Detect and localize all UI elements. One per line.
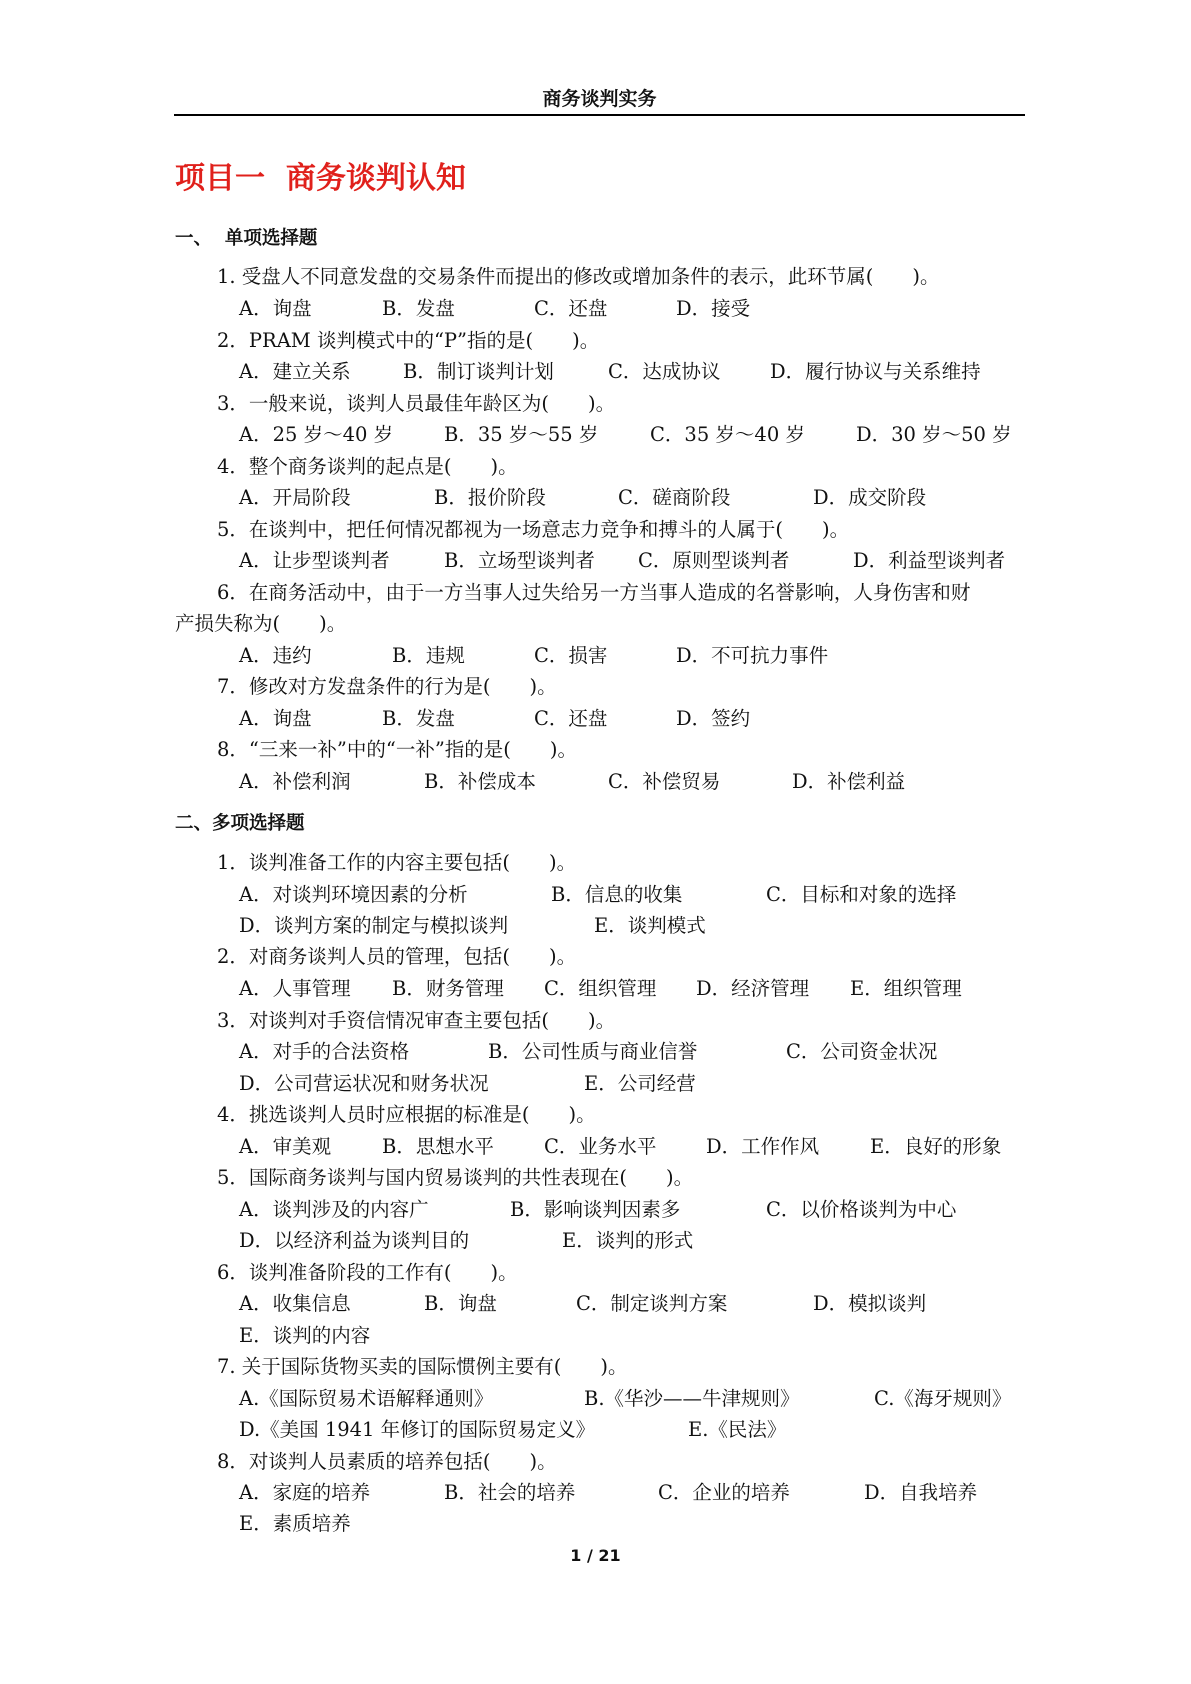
option: A．让步型谈判者: [239, 549, 390, 572]
option: B．财务管理: [392, 977, 504, 1000]
option: A．违约: [239, 644, 312, 667]
option: B．补偿成本: [424, 770, 536, 793]
option: C．原则型谈判者: [638, 549, 790, 572]
option: C．目标和对象的选择: [766, 883, 957, 906]
option: B．思想水平: [382, 1135, 494, 1158]
question-text: 7. 关于国际货物买卖的国际惯例主要有( )。: [217, 1355, 628, 1378]
question-text: 1. 受盘人不同意发盘的交易条件而提出的修改或增加条件的表示，此环节属( )。: [217, 265, 940, 288]
option: D．接受: [676, 297, 751, 320]
question-text: 7．修改对方发盘条件的行为是( )。: [217, 675, 557, 698]
option: B．35 岁～55 岁: [444, 423, 599, 446]
page-number: 1 / 21: [570, 1546, 621, 1565]
option: A．询盘: [239, 707, 312, 730]
option: A．收集信息: [239, 1292, 351, 1315]
option: B．报价阶段: [434, 486, 546, 509]
option: E．谈判模式: [594, 914, 706, 937]
option: A．补偿利润: [239, 770, 351, 793]
page-header: 商务谈判实务: [174, 84, 1025, 116]
chapter-title: 项目一 商务谈判认知: [175, 161, 466, 196]
option: D．成交阶段: [813, 486, 927, 509]
option: E．素质培养: [239, 1512, 351, 1535]
option: A．审美观: [239, 1135, 332, 1158]
option: D．模拟谈判: [813, 1292, 927, 1315]
option: A．询盘: [239, 297, 312, 320]
question-text: 2．对商务谈判人员的管理，包括( )。: [217, 945, 577, 968]
option: D．谈判方案的制定与模拟谈判: [239, 914, 509, 937]
option: A．人事管理: [239, 977, 351, 1000]
option: D．签约: [676, 707, 751, 730]
option: D．30 岁～50 岁: [856, 423, 1012, 446]
option: D．补偿利益: [792, 770, 906, 793]
option: C．还盘: [534, 297, 608, 320]
question-text: 6．谈判准备阶段的工作有( )。: [217, 1261, 518, 1284]
option: A．建立关系: [239, 360, 351, 383]
option: C．以价格谈判为中心: [766, 1198, 957, 1221]
option: C．企业的培养: [658, 1481, 790, 1504]
option: D．以经济利益为谈判目的: [239, 1229, 470, 1252]
option: D．工作作风: [706, 1135, 820, 1158]
question-text: 1．谈判准备工作的内容主要包括( )。: [217, 851, 577, 874]
option: A．25 岁～40 岁: [239, 423, 394, 446]
option: D．不可抗力事件: [676, 644, 829, 667]
option: B．社会的培养: [444, 1481, 576, 1504]
option: D．自我培养: [864, 1481, 978, 1504]
question-text: 2．PRAM 谈判模式中的“P”指的是( )。: [217, 329, 600, 352]
option: D.《美国 1941 年修订的国际贸易定义》: [239, 1418, 596, 1441]
option: C．35 岁～40 岁: [650, 423, 805, 446]
option: E.《民法》: [688, 1418, 787, 1441]
option: B．影响谈判因素多: [510, 1198, 681, 1221]
question-text: 8．“三来一补”中的“一补”指的是( )。: [217, 738, 577, 761]
option: C．补偿贸易: [608, 770, 721, 793]
option: E．谈判的内容: [239, 1324, 371, 1347]
question-text-continued: 产损失称为( )。: [175, 612, 347, 635]
option: E．良好的形象: [870, 1135, 1002, 1158]
option: D．利益型谈判者: [853, 549, 1006, 572]
section-heading-single-choice: 一、 单项选择题: [175, 228, 318, 249]
option: E．公司经营: [584, 1072, 696, 1095]
option: A．对谈判环境因素的分析: [239, 883, 468, 906]
option: B．询盘: [424, 1292, 497, 1315]
option: B.《华沙——牛津规则》: [584, 1387, 800, 1410]
option: C．还盘: [534, 707, 608, 730]
option: C．磋商阶段: [618, 486, 731, 509]
option: C．业务水平: [544, 1135, 657, 1158]
option: B．公司性质与商业信誉: [488, 1040, 698, 1063]
section-heading-multiple-choice: 二、多项选择题: [175, 813, 305, 834]
option: D．履行协议与关系维持: [770, 360, 981, 383]
option: E．谈判的形式: [562, 1229, 694, 1252]
option: C．组织管理: [544, 977, 657, 1000]
option: A．家庭的培养: [239, 1481, 371, 1504]
option: A．对手的合法资格: [239, 1040, 410, 1063]
option: A．谈判涉及的内容广: [239, 1198, 429, 1221]
option: D．公司营运状况和财务状况: [239, 1072, 489, 1095]
option: B．违规: [392, 644, 465, 667]
option: E．组织管理: [850, 977, 962, 1000]
option: B．制订谈判计划: [403, 360, 554, 383]
question-text: 4．整个商务谈判的起点是( )。: [217, 455, 518, 478]
question-text: 3．对谈判对手资信情况审查主要包括( )。: [217, 1009, 616, 1032]
question-text: 6．在商务活动中，由于一方当事人过失给另一方当事人造成的名誉影响，人身伤害和财: [217, 581, 971, 604]
option: A.《国际贸易术语解释通则》: [239, 1387, 494, 1410]
option: C．公司资金状况: [786, 1040, 938, 1063]
option: C．达成协议: [608, 360, 721, 383]
option: B．发盘: [382, 707, 455, 730]
option: B．信息的收集: [551, 883, 683, 906]
option: D．经济管理: [696, 977, 810, 1000]
option: B．发盘: [382, 297, 455, 320]
option: C.《海牙规则》: [874, 1387, 1012, 1410]
option: C．损害: [534, 644, 608, 667]
question-text: 8．对谈判人员素质的培养包括( )。: [217, 1450, 557, 1473]
question-text: 5．国际商务谈判与国内贸易谈判的共性表现在( )。: [217, 1166, 694, 1189]
question-text: 3．一般来说，谈判人员最佳年龄区为( )。: [217, 392, 616, 415]
question-text: 5．在谈判中，把任何情况都视为一场意志力竞争和搏斗的人属于( )。: [217, 518, 850, 541]
option: B．立场型谈判者: [444, 549, 595, 572]
question-text: 4．挑选谈判人员时应根据的标准是( )。: [217, 1103, 596, 1126]
option: A．开局阶段: [239, 486, 351, 509]
option: C．制定谈判方案: [576, 1292, 728, 1315]
